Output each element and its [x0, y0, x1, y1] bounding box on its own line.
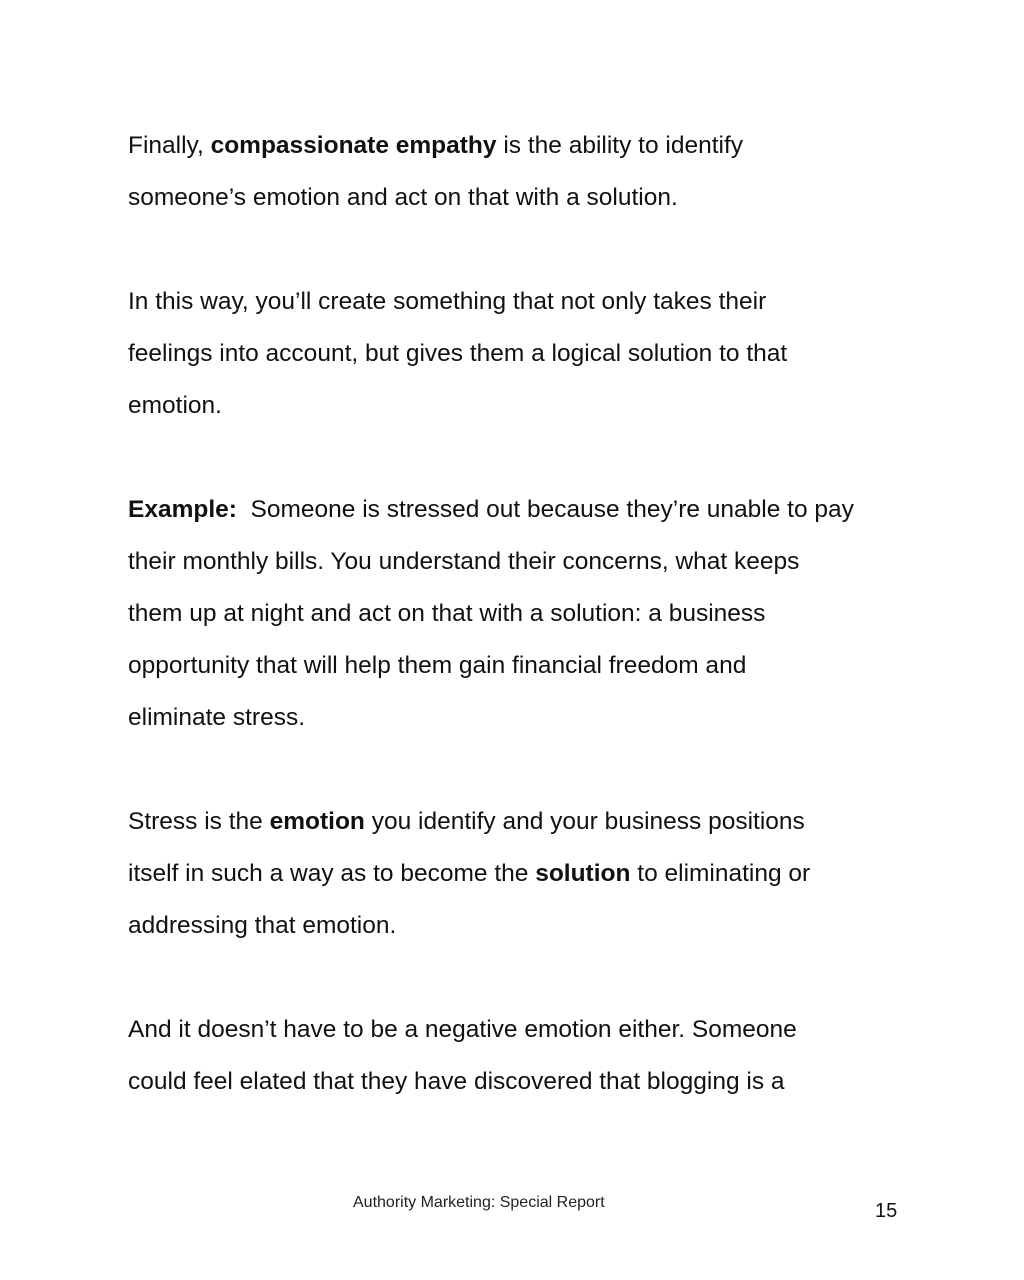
paragraph-way	[128, 276, 908, 432]
footer-title: Authority Marketing: Special Report	[353, 1194, 605, 1211]
bold-term: emotion	[269, 808, 365, 835]
text-run: addressing that emotion.	[128, 912, 397, 939]
text-line	[128, 588, 908, 640]
text-line	[128, 276, 908, 328]
text-line	[128, 1056, 908, 1108]
text-run: eliminate stress.	[128, 704, 306, 731]
text-line	[128, 796, 908, 848]
text-run: Finally,	[128, 132, 211, 159]
text-run: Someone is stressed out because they’re unable to pay	[236, 496, 854, 523]
text-line	[128, 848, 908, 900]
text-line	[128, 328, 908, 380]
text-run: could feel elated that they have discovered that blogging is a	[128, 1068, 785, 1095]
text-run: feelings into account, but gives them a logical solution to that	[128, 340, 788, 367]
text-line	[128, 380, 908, 432]
text-run: them up at night and act on that with a solution: a business	[128, 600, 766, 627]
text-run: opportunity that will help them gain financial freedom and	[128, 652, 747, 679]
body-text	[128, 120, 908, 1160]
paragraph-stress	[128, 796, 908, 952]
example-label: Example:	[128, 496, 237, 523]
text-line	[128, 900, 908, 952]
text-run: someone’s emotion and act on that with a solution.	[128, 184, 678, 211]
text-run: is the ability to identify	[496, 132, 744, 159]
text-line	[128, 536, 908, 588]
paragraph-example	[128, 484, 908, 744]
bold-term: solution	[535, 860, 631, 887]
text-line	[128, 484, 908, 536]
text-run: itself in such a way as to become the	[128, 860, 536, 887]
text-run: to eliminating or	[630, 860, 811, 887]
text-run: their monthly bills. You understand their concerns, what keeps	[128, 548, 800, 575]
text-run: emotion.	[128, 392, 222, 419]
text-line	[128, 120, 908, 172]
text-line	[128, 640, 908, 692]
page-footer	[0, 1190, 1024, 1230]
text-line	[128, 172, 908, 224]
bold-term: compassionate empathy	[210, 132, 497, 159]
text-line	[128, 692, 908, 744]
text-run: In this way, you’ll create something that not only takes their	[128, 288, 767, 315]
paragraph-compassionate-empathy	[128, 120, 908, 224]
page-number: 15	[875, 1200, 898, 1222]
paragraph-negative-emotion	[128, 1004, 908, 1108]
text-run: Stress is the	[128, 808, 270, 835]
text-line	[128, 1004, 908, 1056]
text-run: And it doesn’t have to be a negative emotion either. Someone	[128, 1016, 797, 1043]
text-run: you identify and your business positions	[364, 808, 805, 835]
